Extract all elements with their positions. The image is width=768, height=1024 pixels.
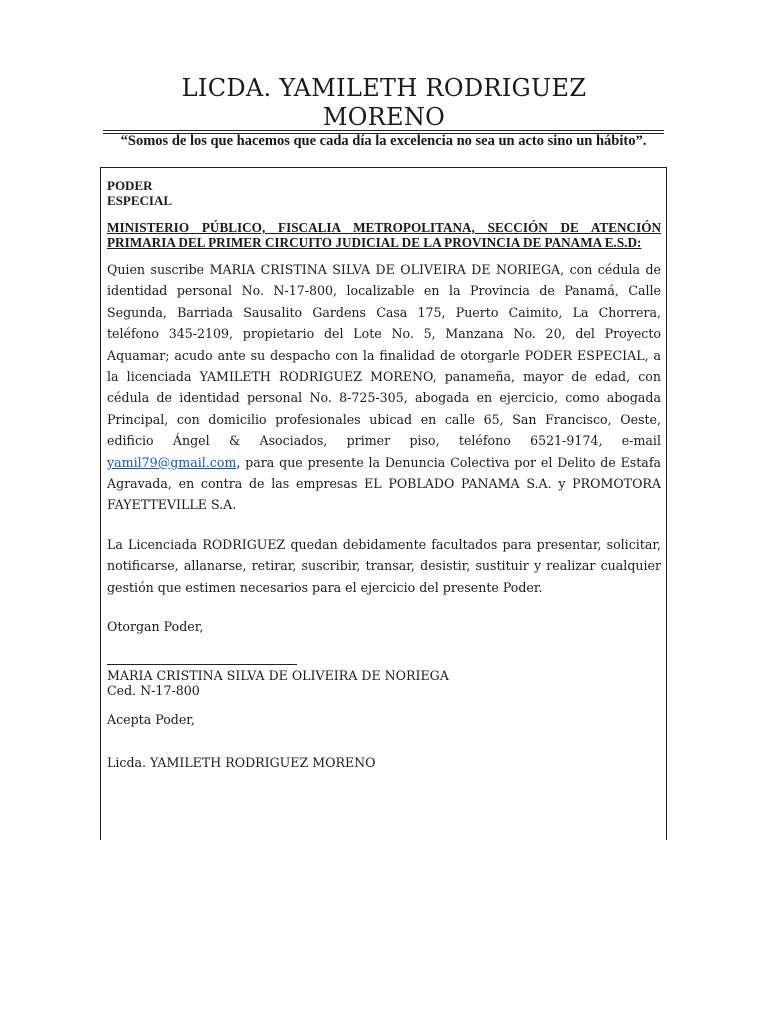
letterhead-motto: “Somos de los que hacemos que cada día la excelencia no sea un acto sino un hábito”. bbox=[120, 133, 647, 149]
motto-divider bbox=[100, 167, 667, 168]
signer-id: Ced. N-17-800 bbox=[107, 682, 200, 698]
paragraph-grant bbox=[107, 259, 661, 516]
addressee: MINISTERIO PÚBLICO, FISCALIA METROPOLITANA, SECCIÓN DE ATENCIÓN PRIMARIA DEL PRIMER CIRCUITO JUDICIAL DE LA PROVINCIA DE PANAMA E.S.D: bbox=[107, 220, 661, 250]
letterhead-title bbox=[100, 74, 668, 132]
letterhead-title-line2: MORENO bbox=[322, 103, 446, 131]
paragraph-grant-text: Quien suscribe MARIA CRISTINA SILVA DE OLIVEIRA DE NORIEGA, con cédula de identidad personal No. N-17-800, localizable en la Provincia de Panamá, Calle Segunda, Barriada Sausalito Gardens Casa 175, Puerto Caimito, La Chorrera, teléfono 345-2109, propietario del Lote No. 5, Manzana No. 20, del Proyecto Aquamar; acudo ante su despacho con la finalidad de otorgarle PODER ESPECIAL, a la licenciada YAMILETH RODRIGUEZ MORENO, panameña, mayor de edad, con cédula de identidad personal No. 8-725-305, abogada en ejercicio, como abogada Principal, con domicilio profesionales ubicad en calle 65, San Francisco, Oeste, edificio Ángel & Asociados, primer piso, teléfono 6521-9174, e-mail bbox=[107, 262, 661, 449]
signature-line bbox=[107, 664, 297, 665]
letterhead-title-line1: LICDA. YAMILETH RODRIGUEZ bbox=[181, 74, 587, 102]
lawyer-name: Licda. YAMILETH RODRIGUEZ MORENO bbox=[107, 754, 376, 770]
doc-heading-line2: ESPECIAL bbox=[107, 193, 173, 208]
header-rule-top bbox=[103, 130, 664, 131]
page-border-right bbox=[666, 167, 667, 840]
signer-name: MARIA CRISTINA SILVA DE OLIVEIRA DE NORIEGA bbox=[107, 667, 449, 683]
email-link[interactable]: yamil79@gmail.com bbox=[107, 454, 237, 470]
page-border-left bbox=[100, 167, 101, 840]
doc-heading-line1: PODER bbox=[107, 178, 153, 193]
paragraph-grant-text-end: , para que presente la Denuncia Colectiva por el Delito de Estafa Agravada, en contra de las empresas EL POBLADO PANAMA S.A. y PROMOTORA FAYETTEVILLE S.A. bbox=[107, 454, 661, 513]
paragraph-faculties: La Licenciada RODRIGUEZ quedan debidamente facultados para presentar, solicitar, notificarse, allanarse, retirar, suscribir, transar, desistir, sustituir y realizar cualquier gestión que estimen necesarios para el ejercicio del presente Poder. bbox=[107, 536, 661, 595]
otorgan-poder: Otorgan Poder, bbox=[107, 619, 204, 635]
acepta-poder: Acepta Poder, bbox=[107, 711, 195, 727]
document-body bbox=[107, 178, 661, 770]
